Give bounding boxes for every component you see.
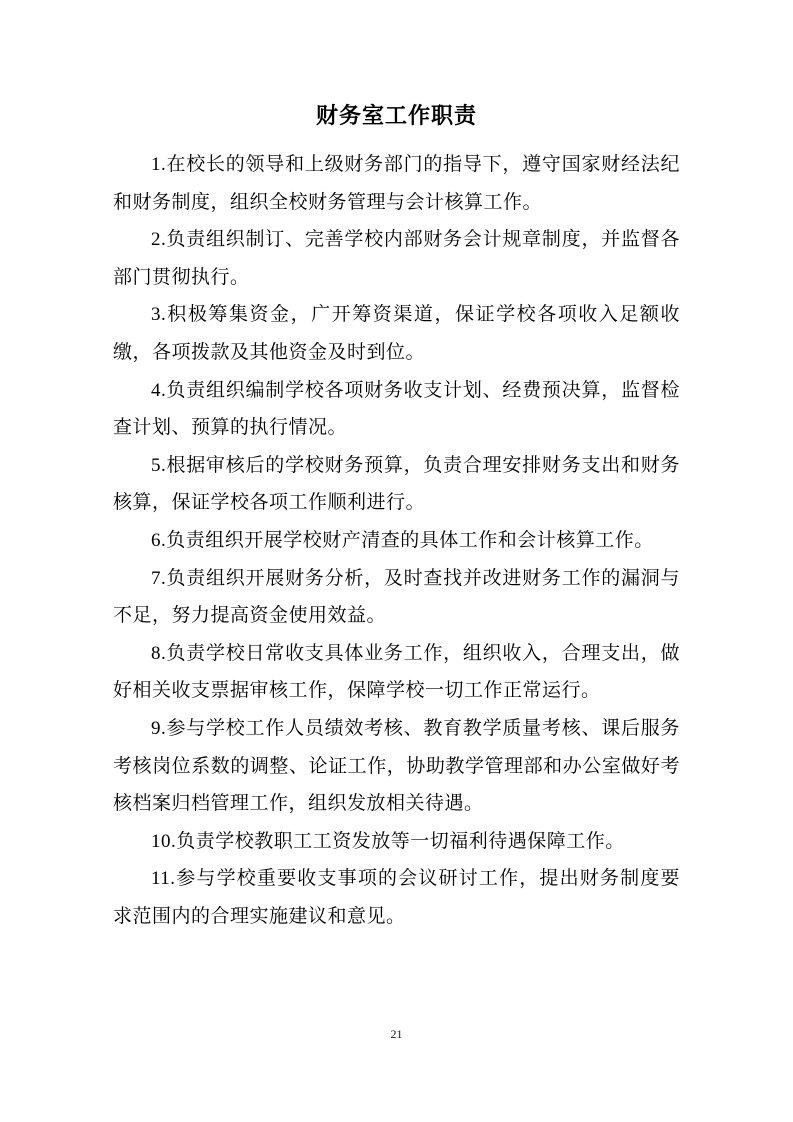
paragraph-item-5: 5.根据审核后的学校财务预算，负责合理安排财务支出和财务核算，保证学校各项工作顺利进行。 <box>113 454 680 514</box>
paragraph-item-6: 6.负责组织开展学校财产清查的具体工作和会计核算工作。 <box>151 529 654 551</box>
paragraph-item-4: 4.负责组织编制学校各项财务收支计划、经费预决算，监督检查计划、预算的执行情况。 <box>113 379 680 439</box>
paragraph-item-11: 11.参与学校重要收支事项的会议研讨工作，提出财务制度要求范围内的合理实施建议和意见。 <box>113 868 680 927</box>
paragraph-item-3: 3.积极筹集资金，广开筹资渠道，保证学校各项收入足额收缴，各项拨款及其他资金及时到位。 <box>113 304 680 363</box>
paragraph-item-7: 7.负责组织开展财务分析，及时查找并改进财务工作的漏洞与不足，努力提高资金使用效益。 <box>113 567 680 627</box>
paragraph-item-9: 9.参与学校工作人员绩效考核、教育教学质量考核、课后服务考核岗位系数的调整、论证工作，协助教学管理部和办公室做好考核档案归档管理工作，组织发放相关待遇。 <box>113 717 680 815</box>
paragraph-item-1: 1.在校长的领导和上级财务部门的指导下，遵守国家财经法纪和财务制度，组织全校财务管理与会计核算工作。 <box>113 154 680 213</box>
document-title: 财务室工作职责 <box>315 103 477 128</box>
paragraph-item-10: 10.负责学校教职工工资发放等一切福利待遇保障工作。 <box>151 830 625 852</box>
page-footer <box>0 1026 793 1042</box>
paragraph-item-2: 2.负责组织制订、完善学校内部财务会计规章制度，并监督各部门贯彻执行。 <box>113 229 680 288</box>
page-number: 21 <box>390 1027 403 1041</box>
paragraph-item-8: 8.负责学校日常收支具体业务工作，组织收入，合理支出，做好相关收支票据审核工作，保障学校一切工作正常运行。 <box>113 642 680 702</box>
document-body <box>113 146 680 935</box>
